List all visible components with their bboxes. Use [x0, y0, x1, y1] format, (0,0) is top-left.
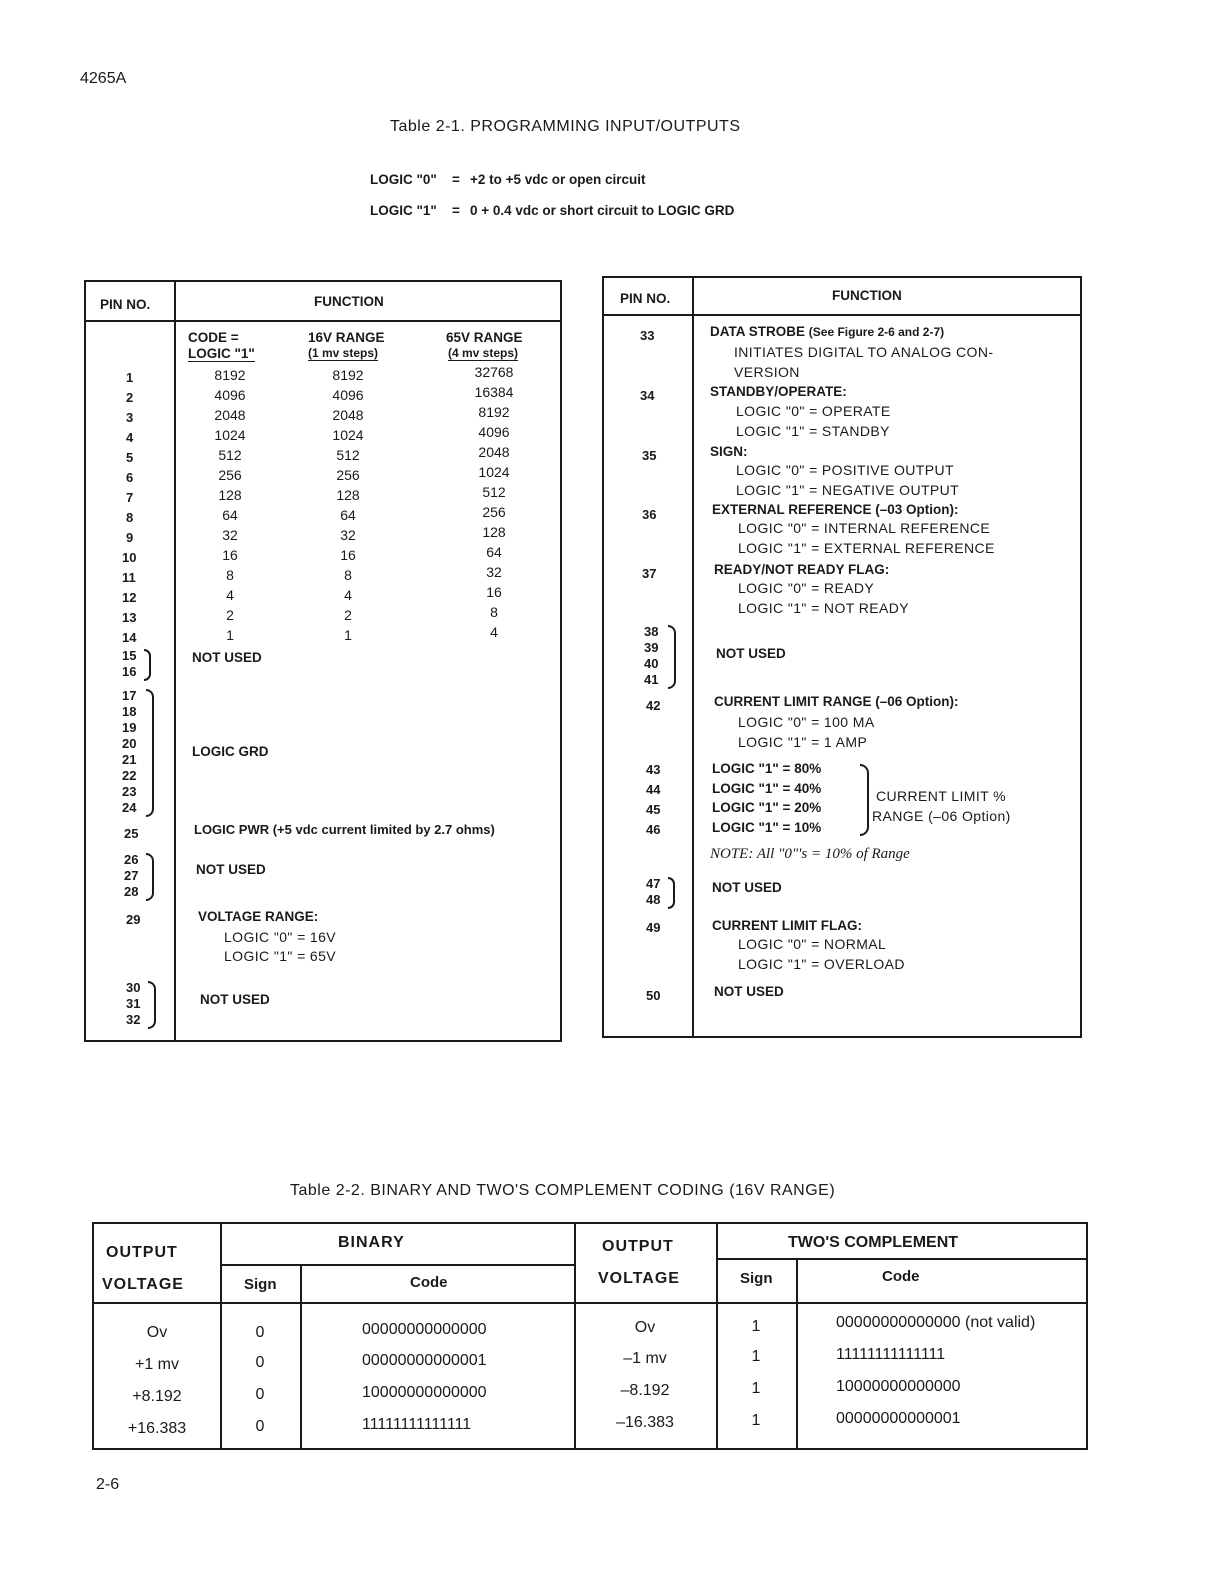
code-value: 64	[222, 507, 238, 523]
header-voltage: VOLTAGE	[102, 1276, 184, 1293]
twos-sign: 1	[751, 1318, 761, 1335]
code-value: 16	[222, 547, 238, 563]
pin-24: 24	[122, 800, 137, 815]
pin-18: 18	[122, 704, 137, 719]
binary-code: 00000000000001	[362, 1352, 487, 1369]
pin-28: 28	[124, 884, 139, 899]
function-33-ref: (See Figure 2-6 and 2-7)	[808, 325, 945, 339]
logic0-definition	[370, 172, 646, 187]
brace-15-16	[144, 649, 151, 681]
function-47-48: NOT USED	[712, 880, 782, 895]
code-value: 128	[218, 487, 242, 503]
function-29-logic1: LOGIC "1" = 65V	[224, 948, 337, 964]
sub-header-16v-steps: (1 mv steps)	[308, 346, 379, 360]
col-header-function: FUNCTION	[314, 294, 384, 309]
function-45: LOGIC "1" = 20%	[712, 800, 822, 815]
header-output: OUTPUT	[106, 1244, 178, 1261]
function-42: CURRENT LIMIT RANGE (–06 Option):	[714, 694, 959, 709]
pin-38: 38	[644, 624, 659, 639]
pin-27: 27	[124, 868, 139, 883]
pin-23: 23	[122, 784, 137, 799]
pin-14: 14	[122, 630, 137, 645]
function-37: READY/NOT READY FLAG:	[714, 562, 890, 577]
pin-40: 40	[644, 656, 659, 671]
binary-header-rule	[220, 1264, 574, 1266]
pin-41: 41	[644, 672, 659, 687]
function-15-16: NOT USED	[192, 650, 262, 665]
function-37-logic1: LOGIC "1" = NOT READY	[738, 600, 909, 616]
function-43: LOGIC "1" = 80%	[712, 761, 822, 776]
range65-value: 1024	[478, 464, 510, 480]
header-twos-sign: Sign	[740, 1270, 773, 1287]
pin-10: 10	[122, 550, 137, 565]
function-49-logic0: LOGIC "0" = NORMAL	[738, 936, 887, 952]
binary-code: 11111111111111	[362, 1416, 472, 1433]
code-value: 4	[226, 587, 234, 603]
function-49-logic1: LOGIC "1" = OVERLOAD	[738, 956, 905, 972]
pin-19: 19	[122, 720, 137, 735]
range16-value: 2	[344, 607, 352, 623]
pin-37: 37	[642, 566, 657, 581]
sub-header-code: CODE =	[188, 330, 239, 345]
function-17-24: LOGIC GRD	[192, 744, 269, 759]
range16-value: 8	[344, 567, 352, 583]
binary-output-voltage: +16.383	[127, 1420, 187, 1437]
pin-16: 16	[122, 664, 137, 679]
function-36-logic1: LOGIC "1" = EXTERNAL REFERENCE	[738, 540, 995, 556]
column-divider	[796, 1260, 798, 1448]
pin-22: 22	[122, 768, 137, 783]
pin-36: 36	[642, 507, 657, 522]
range16-value: 8192	[332, 367, 364, 383]
range65-value: 512	[482, 484, 506, 500]
logic0-eq: =	[452, 172, 460, 187]
brace-30-32	[148, 981, 156, 1029]
function-43-46-desc-1: CURRENT LIMIT %	[876, 788, 1006, 804]
pin-4: 4	[126, 430, 134, 445]
column-divider	[174, 282, 176, 1040]
function-33-label: DATA STROBE	[710, 324, 805, 339]
range65-value: 32768	[474, 364, 514, 380]
function-26-28: NOT USED	[196, 862, 266, 877]
binary-sign: 0	[255, 1418, 265, 1435]
logic1-key: LOGIC "1"	[370, 203, 437, 218]
twos-output-voltage: –16.383	[616, 1414, 674, 1431]
function-42-logic0: LOGIC "0" = 100 MA	[738, 714, 875, 730]
pin-1: 1	[126, 370, 134, 385]
function-37-logic0: LOGIC "0" = READY	[738, 580, 875, 596]
coding-table	[92, 1222, 1088, 1450]
range16-value: 1024	[332, 427, 364, 443]
header-output-2: OUTPUT	[602, 1238, 674, 1255]
twos-header-rule	[716, 1258, 1086, 1260]
code-value: 2048	[214, 407, 246, 423]
range16-value: 64	[340, 507, 356, 523]
function-36: EXTERNAL REFERENCE (–03 Option):	[712, 502, 959, 517]
binary-code: 10000000000000	[362, 1384, 487, 1401]
binary-sign: 0	[255, 1386, 265, 1403]
twos-code: 11111111111111	[836, 1346, 946, 1363]
binary-output-voltage: +8.192	[132, 1388, 182, 1405]
pin-9: 9	[126, 530, 134, 545]
range16-value: 256	[336, 467, 360, 483]
col-header-function: FUNCTION	[832, 288, 902, 303]
function-25: LOGIC PWR (+5 vdc current limited by 2.7 ohms)	[194, 822, 495, 837]
table1-title: Table 2-1. PROGRAMMING INPUT/OUTPUTS	[390, 118, 741, 135]
range65-value: 16384	[474, 384, 514, 400]
range16-value: 4	[344, 587, 352, 603]
pin-31: 31	[126, 996, 141, 1011]
function-46: LOGIC "1" = 10%	[712, 820, 822, 835]
sub-header-65v-steps: (4 mv steps)	[448, 346, 519, 360]
range16-value: 16	[340, 547, 356, 563]
function-30-32: NOT USED	[200, 992, 270, 1007]
header-bottom-rule	[94, 1302, 1086, 1304]
pin-15: 15	[122, 648, 137, 663]
range65-value: 2048	[478, 444, 510, 460]
code-value: 8	[226, 567, 234, 583]
pin-32: 32	[126, 1012, 141, 1027]
binary-sign: 0	[255, 1324, 265, 1341]
function-43-46-desc-2: RANGE (–06 Option)	[872, 808, 1011, 824]
function-34-logic1: LOGIC "1" = STANDBY	[736, 423, 890, 439]
range16-value: 1	[344, 627, 352, 643]
range65-value: 128	[482, 524, 506, 540]
range65-value: 64	[486, 544, 502, 560]
sub-header-code-logic: LOGIC "1"	[188, 346, 255, 361]
pin-6: 6	[126, 470, 134, 485]
pin-13: 13	[122, 610, 137, 625]
range-note: NOTE: All "0"'s = 10% of Range	[710, 846, 910, 862]
pin-2: 2	[126, 390, 134, 405]
pin-3: 3	[126, 410, 134, 425]
pin-25: 25	[124, 826, 139, 841]
function-34-logic0: LOGIC "0" = OPERATE	[736, 403, 891, 419]
pin-39: 39	[644, 640, 659, 655]
range65-value: 256	[482, 504, 506, 520]
pin-45: 45	[646, 802, 661, 817]
header-twos-complement: TWO'S COMPLEMENT	[788, 1234, 959, 1251]
function-38-41: NOT USED	[716, 646, 786, 661]
pin-49: 49	[646, 920, 661, 935]
function-36-logic0: LOGIC "0" = INTERNAL REFERENCE	[738, 520, 991, 536]
logic0-desc: +2 to +5 vdc or open circuit	[470, 172, 646, 187]
pin-35: 35	[642, 448, 657, 463]
range65-value: 16	[486, 584, 502, 600]
function-34: STANDBY/OPERATE:	[710, 384, 847, 399]
pin-33: 33	[640, 328, 655, 343]
range16-value: 32	[340, 527, 356, 543]
pin-43: 43	[646, 762, 661, 777]
logic0-key: LOGIC "0"	[370, 172, 437, 187]
range65-value: 32	[486, 564, 502, 580]
column-divider	[692, 278, 694, 1036]
twos-sign: 1	[751, 1380, 761, 1397]
function-35-logic0: LOGIC "0" = POSITIVE OUTPUT	[736, 462, 954, 478]
binary-output-voltage: Ov	[146, 1324, 168, 1341]
pin-50: 50	[646, 988, 661, 1003]
code-value: 1	[226, 627, 234, 643]
pin-12: 12	[122, 590, 137, 605]
pin-47: 47	[646, 876, 661, 891]
pin-42: 42	[646, 698, 661, 713]
function-35: SIGN:	[710, 444, 748, 459]
pin-29: 29	[126, 912, 141, 927]
pin-17: 17	[122, 688, 137, 703]
range65-value: 8192	[478, 404, 510, 420]
pin-table-right	[602, 276, 1082, 1038]
twos-code: 00000000000000 (not valid)	[836, 1314, 1036, 1331]
binary-sign: 0	[255, 1354, 265, 1371]
pin-26: 26	[124, 852, 139, 867]
twos-code: 00000000000001	[836, 1410, 961, 1427]
pin-8: 8	[126, 510, 134, 525]
twos-output-voltage: –8.192	[620, 1382, 670, 1399]
function-29-logic0: LOGIC "0" = 16V	[224, 929, 337, 945]
code-value: 512	[218, 447, 242, 463]
pin-34: 34	[640, 388, 655, 403]
brace-17-24	[146, 689, 154, 817]
function-49: CURRENT LIMIT FLAG:	[712, 918, 862, 933]
code-value: 32	[222, 527, 238, 543]
function-33-desc-2: VERSION	[734, 364, 800, 380]
table2-title: Table 2-2. BINARY AND TWO'S COMPLEMENT CODING (16V RANGE)	[290, 1182, 836, 1199]
logic1-definition	[370, 203, 734, 218]
twos-output-voltage: –1 mv	[623, 1350, 667, 1367]
header-binary-code: Code	[410, 1274, 448, 1291]
header-voltage-2: VOLTAGE	[598, 1270, 680, 1287]
function-35-logic1: LOGIC "1" = NEGATIVE OUTPUT	[736, 482, 960, 498]
header-binary-sign: Sign	[244, 1276, 277, 1293]
pin-30: 30	[126, 980, 141, 995]
twos-output-voltage: Ov	[634, 1319, 656, 1336]
logic1-eq: =	[452, 203, 460, 218]
pin-5: 5	[126, 450, 134, 465]
code-value: 4096	[214, 387, 246, 403]
document-id: 4265A	[80, 70, 127, 87]
code-value: 1024	[214, 427, 246, 443]
function-33-desc-1: INITIATES DIGITAL TO ANALOG CON-	[734, 344, 994, 360]
function-29: VOLTAGE RANGE:	[198, 909, 319, 924]
header-binary: BINARY	[338, 1234, 405, 1251]
function-44: LOGIC "1" = 40%	[712, 781, 822, 796]
header-twos-code: Code	[882, 1268, 920, 1285]
twos-sign: 1	[751, 1348, 761, 1365]
pin-20: 20	[122, 736, 137, 751]
range65-value: 4096	[478, 424, 510, 440]
sub-header-16v: 16V RANGE	[308, 330, 385, 345]
range65-value: 8	[490, 604, 498, 620]
pin-table-left	[84, 280, 562, 1042]
range16-value: 2048	[332, 407, 364, 423]
col-header-pin: PIN NO.	[620, 291, 671, 306]
range65-value: 4	[490, 624, 498, 640]
col-header-pin: PIN NO.	[100, 297, 151, 312]
range16-value: 512	[336, 447, 360, 463]
code-value: 256	[218, 467, 242, 483]
brace-47-48	[668, 877, 675, 909]
range16-value: 128	[336, 487, 360, 503]
brace-26-28	[146, 853, 154, 901]
twos-code: 10000000000000	[836, 1378, 961, 1395]
column-divider	[300, 1266, 302, 1448]
pin-21: 21	[122, 752, 137, 767]
function-42-logic1: LOGIC "1" = 1 AMP	[738, 734, 868, 750]
pin-11: 11	[122, 570, 136, 585]
function-33	[710, 324, 944, 339]
pin-7: 7	[126, 490, 134, 505]
brace-38-41	[668, 625, 676, 689]
page-number: 2-6	[96, 1476, 120, 1493]
brace-43-46	[860, 764, 869, 836]
pin-48: 48	[646, 892, 661, 907]
code-value: 2	[226, 607, 234, 623]
binary-code: 00000000000000	[362, 1321, 487, 1338]
pin-46: 46	[646, 822, 661, 837]
code-value: 8192	[214, 367, 246, 383]
twos-sign: 1	[751, 1412, 761, 1429]
pin-44: 44	[646, 782, 661, 797]
sub-header-65v: 65V RANGE	[446, 330, 523, 345]
range16-value: 4096	[332, 387, 364, 403]
binary-output-voltage: +1 mv	[134, 1356, 179, 1373]
logic1-desc: 0 + 0.4 vdc or short circuit to LOGIC GRD	[470, 203, 735, 218]
function-50: NOT USED	[714, 984, 784, 999]
